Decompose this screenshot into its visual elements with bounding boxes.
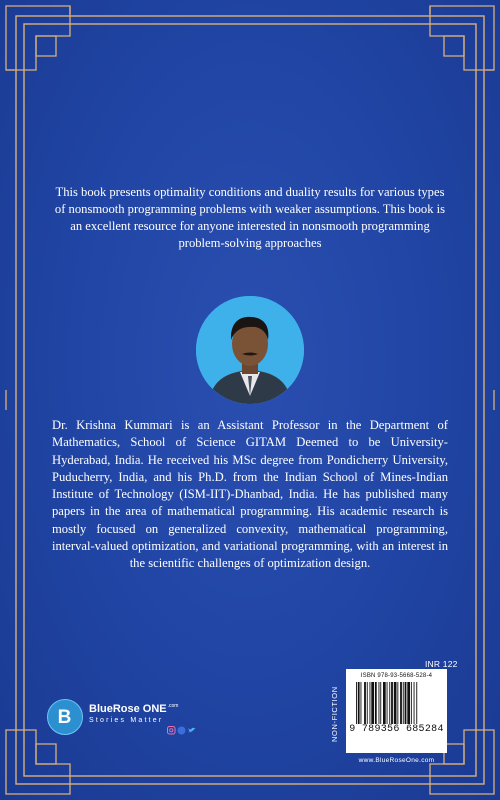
twitter-icon: [188, 728, 196, 733]
author-photo: [196, 296, 304, 404]
instagram-icon: [168, 727, 176, 735]
barcode-bars: [354, 682, 439, 724]
facebook-icon: [178, 727, 186, 735]
publisher-name: [89, 703, 178, 715]
price-label: INR 122: [425, 659, 458, 669]
publisher-dotcom: .com: [167, 703, 179, 709]
publisher-tagline: Stories Matter: [89, 717, 164, 724]
book-description: This book presents optimality conditions and duality results for various types of nonsmooth programming problems with weaker assumptions. This book is an excellent resource for anyone interested in nonsmooth programming problem-solving approaches: [54, 185, 446, 250]
isbn-label: ISBN 978-93-5668-528-4: [360, 673, 433, 679]
logo-letter: B: [57, 707, 72, 728]
category-label: NON-FICTION: [330, 686, 339, 742]
isbn-barcode: [346, 669, 447, 753]
author-bio: Dr. Krishna Kummari is an Assistant Professor in the Department of Mathematics, School of Science GITAM Deemed to be University-Hyderabad, India. He received his MSc degree from Pondicherry University, Puducherry, India, and his Ph.D. from the Indian School of Mines-Indian Institute of Technology (ISM-IIT)-Dhanbad, India. He has published many papers in the area of mathematical programming. His academic research is mostly focused on generalized convexity, mathematical programming, interval-valued optimization, and variational programming, with an interest in the scientific challenges of optimization design.: [52, 418, 448, 571]
publisher-website: www.BlueRoseOne.com: [358, 757, 435, 764]
publisher-name-text: BlueRose ONE: [89, 703, 167, 715]
social-icons: [167, 726, 197, 735]
publisher-logo: [47, 697, 207, 743]
isbn-digits: 9 789356 685284: [349, 724, 444, 735]
publisher-logo-icon: [47, 699, 83, 735]
